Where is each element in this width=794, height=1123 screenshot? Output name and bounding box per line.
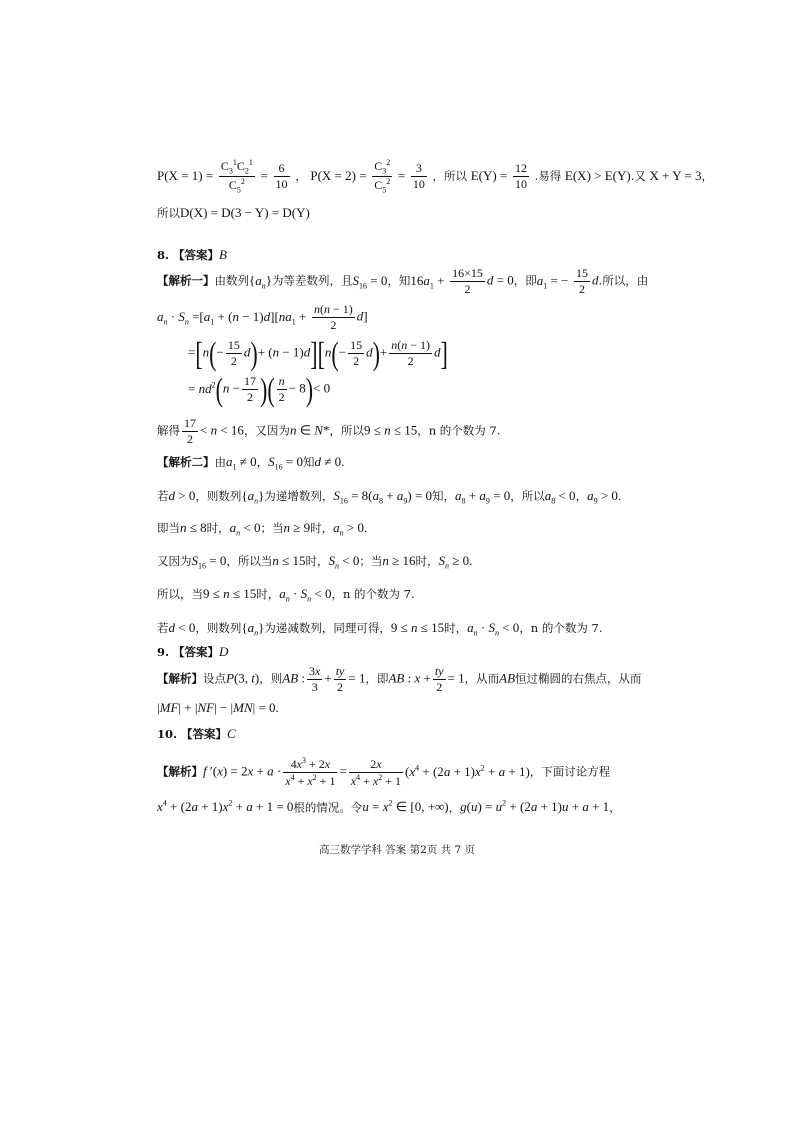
fraction: $\frac{n}{2}$ bbox=[278, 374, 285, 404]
text: ；当 bbox=[359, 554, 383, 568]
derivation-line-3: = $nd^2(n$ − $\frac{17}{2}$ )( $\frac{n}{2}$ − 8)< 0 bbox=[188, 370, 331, 408]
answer: D bbox=[219, 644, 229, 659]
text: 由数列 bbox=[214, 273, 249, 288]
text: 时， bbox=[415, 554, 439, 568]
text: ；当 bbox=[260, 521, 284, 535]
text: 根的情况。令 bbox=[293, 800, 363, 815]
fraction: $\frac{17}{2}$ bbox=[184, 416, 196, 446]
conclusion-line: 所以，当9 ≤ n ≤ 15时，$a_n \cdot S_n < 0$，n 的个数为 7. bbox=[157, 586, 415, 604]
fraction: $\frac{12}{10}$ bbox=[514, 161, 527, 192]
text: 若 bbox=[157, 489, 169, 503]
fraction: $\frac{ty}{2}$ bbox=[335, 664, 345, 694]
q8-solution2-line: 【解析二】由$a_1 \ne 0$，$S_{16} = 0$知d ≠ 0. bbox=[157, 454, 345, 472]
label: 【解析】 bbox=[157, 671, 203, 686]
text: 时， bbox=[206, 521, 230, 535]
answer: B bbox=[219, 247, 227, 262]
derivation-line-1: $a_n \cdot S_n =[a_1 + (n - 1)d][na_1$ + $\frac{n(n - 1)}{2}$ d] bbox=[157, 302, 368, 332]
text: 由 bbox=[214, 455, 226, 469]
q10-solution-line: 【解析】f ′(x) = 2x + a · $\frac{4x^3 + 2x}{x^4 + x^2 + 1}$ = $\frac{2x}{x^4 + x^2 + 1}$ $(x^4 + (2a + 1)x^2 + a + 1)$，下面讨论方程 bbox=[157, 756, 611, 788]
case-increasing-line: 若d > 0，则数列$\{a_n\}$为递增数列，$S_{16} = 8(a_8 + a_9) = 0$知，$a_8 + a_9 = 0$，所以$a_8 < 0$，$a_9 > 0$. bbox=[157, 488, 622, 506]
fraction: $\frac{ty}{2}$ bbox=[434, 664, 444, 694]
text: ，即 bbox=[365, 671, 389, 686]
fraction: $\frac{16\times 15}{2}$ bbox=[452, 266, 483, 296]
derivation-line-2: =[n(− $\frac{15}{2}$ d)+ (n − 1)d][n(− $\frac{15}{2}$ d)+ $\frac{n(n - 1)}{2}$ d] bbox=[188, 334, 448, 372]
heading: 9. 【答案】 bbox=[157, 645, 220, 659]
sign-an-line: 即当n ≤ 8时，$a_n < 0$；当n ≥ 9时，$a_n > 0$. bbox=[157, 520, 368, 538]
text: ，知 bbox=[387, 273, 411, 288]
fraction: $\frac{3x}{3}$ bbox=[309, 664, 321, 694]
q8-heading bbox=[157, 248, 227, 262]
answer: C bbox=[227, 726, 236, 741]
text: ， bbox=[701, 168, 714, 183]
q10-equation-line: $x^4 + (2a + 1)x^2 + a + 1 = 0$根的情况。令$u = x^2$ ∈ [0, +∞)，$g(u) = u^2 + (2a + 1)u + a + 1$， bbox=[157, 799, 621, 815]
text: 知， bbox=[432, 489, 456, 503]
text: 时， bbox=[305, 554, 329, 568]
text: 所以 bbox=[157, 206, 180, 220]
text: ，则数列 bbox=[195, 489, 242, 503]
fraction: $\frac{6}{10}$ bbox=[275, 161, 288, 192]
fraction: $\frac{15}{2}$ bbox=[576, 266, 589, 296]
text: 恒过椭圆的右焦点，从而 bbox=[515, 671, 642, 686]
text: ，n 的个数为 7. bbox=[519, 621, 603, 635]
fraction: $\frac{17}{2}$ bbox=[244, 374, 257, 404]
text: ， bbox=[256, 455, 269, 469]
heading: 10. 【答案】 bbox=[157, 727, 228, 741]
text: ， bbox=[448, 800, 461, 815]
text: ，所以当 bbox=[226, 554, 273, 568]
text: 设点 bbox=[203, 671, 226, 686]
q9-heading bbox=[157, 645, 228, 659]
fraction: $\frac{n(n - 1)}{2}$ bbox=[391, 338, 431, 368]
text: 若 bbox=[157, 621, 169, 635]
page-footer: 高三数学学科 答案 第2页 共 7 页 bbox=[318, 844, 476, 856]
q10-heading bbox=[157, 727, 236, 741]
text: 所以，当 bbox=[157, 587, 203, 601]
text: .所以，由 bbox=[598, 273, 649, 288]
q9-result-line: |MF| + |NF| − |MN| = 0. bbox=[157, 700, 279, 715]
text: .又 bbox=[630, 168, 646, 183]
text: ，所以 bbox=[432, 168, 468, 183]
case-decreasing-line: 若d < 0，则数列$\{a_n\}$为递减数列，同理可得，9 ≤ n ≤ 15时，$a_n \cdot S_n < 0$，n 的个数为 7. bbox=[157, 620, 603, 638]
text: ，下面讨论方程 bbox=[529, 764, 611, 779]
text: ，所以 bbox=[329, 423, 364, 438]
fraction: $\frac{4x^3 + 2x}{x^4 + x^2 + 1}$ bbox=[285, 756, 336, 788]
label: 【解析一】 bbox=[157, 273, 215, 288]
text: ，n 的个数为 7. bbox=[331, 587, 415, 601]
q8-solution1-line: 【解析一】由数列$\{a_n\}$为等差数列，且$S_{16} = 0$，知$16a_1$ + $\frac{16\times 15}{2}$ d = 0，即$a_1$ = − $\frac{15}{2}$ d.所以，由 bbox=[157, 266, 649, 296]
fraction: $\frac{C_3^1C_2^1}{C_5^2}$ bbox=[220, 158, 253, 195]
probability-line: P(X = 1) = $\frac{C_3^1C_2^1}{C_5^2}$ = $\frac{6}{10}$ ， P(X = 2) = $\frac{C_3^2}{C_5^2}$ = $\frac{3}{10}$ ，所以 E(Y) = $\frac{12}{10}$ .易得 E(X) > E(Y).又 X + Y = 3， bbox=[157, 158, 714, 195]
solution-range-line: 解得 $\frac{17}{2}$ < n < 16，又因为n ∈ N*，所以9 ≤ n ≤ 15，n 的个数为 7. bbox=[157, 416, 501, 446]
text: .易得 bbox=[534, 168, 562, 183]
fraction: $\frac{15}{2}$ bbox=[350, 338, 363, 368]
text: ，则数列 bbox=[195, 621, 242, 635]
sign-sn-line: 又因为$S_{16} = 0$，所以当n ≤ 15时，$S_n < 0$；当n ≥ 16时，$S_n \ge 0$. bbox=[157, 553, 473, 571]
fraction: $\frac{n(n - 1)}{2}$ bbox=[314, 302, 353, 332]
text: 为等差数列，且 bbox=[272, 273, 353, 288]
text: 知 bbox=[302, 455, 315, 469]
fraction: $\frac{2x}{x^4 + x^2 + 1}$ bbox=[350, 756, 402, 788]
text: 时， bbox=[444, 621, 468, 635]
text: 为递减数列，同理可得， bbox=[264, 621, 391, 635]
text: ， bbox=[609, 800, 621, 815]
fraction: $\frac{15}{2}$ bbox=[227, 338, 240, 368]
text: ， bbox=[575, 489, 588, 503]
text: 又因为 bbox=[157, 554, 192, 568]
text: ，从而 bbox=[464, 671, 500, 686]
text: ，又因为 bbox=[243, 423, 290, 438]
fraction: $\frac{C_3^2}{C_5^2}$ bbox=[374, 158, 391, 195]
text: . bbox=[617, 489, 622, 503]
text: ，n 的个数为 7. bbox=[417, 423, 501, 438]
fraction: $\frac{3}{10}$ bbox=[412, 161, 425, 192]
text: 时， bbox=[310, 521, 334, 535]
label: 【解析二】 bbox=[157, 455, 215, 469]
text: ，则 bbox=[259, 671, 283, 686]
text: 为递增数列， bbox=[264, 489, 334, 503]
text: ，所以 bbox=[510, 489, 545, 503]
variance-line: 所以D(X) = D(3 − Y) = D(Y) bbox=[157, 205, 310, 220]
text: 解得 bbox=[157, 423, 180, 438]
text: ， bbox=[295, 168, 307, 183]
text: 时， bbox=[256, 587, 280, 601]
text: ，即 bbox=[513, 273, 537, 288]
text: 即当 bbox=[157, 521, 180, 535]
q9-solution-line: 【解析】设点P(3, t)，则AB : $\frac{3x}{3}$ + $\frac{ty}{2}$ = 1，即AB : x + $\frac{ty}{2}$ = 1，从而AB恒过椭圆的右焦点，从而 bbox=[157, 664, 642, 694]
heading: 8. 【答案】 bbox=[157, 248, 220, 262]
label: 【解析】 bbox=[157, 764, 203, 779]
